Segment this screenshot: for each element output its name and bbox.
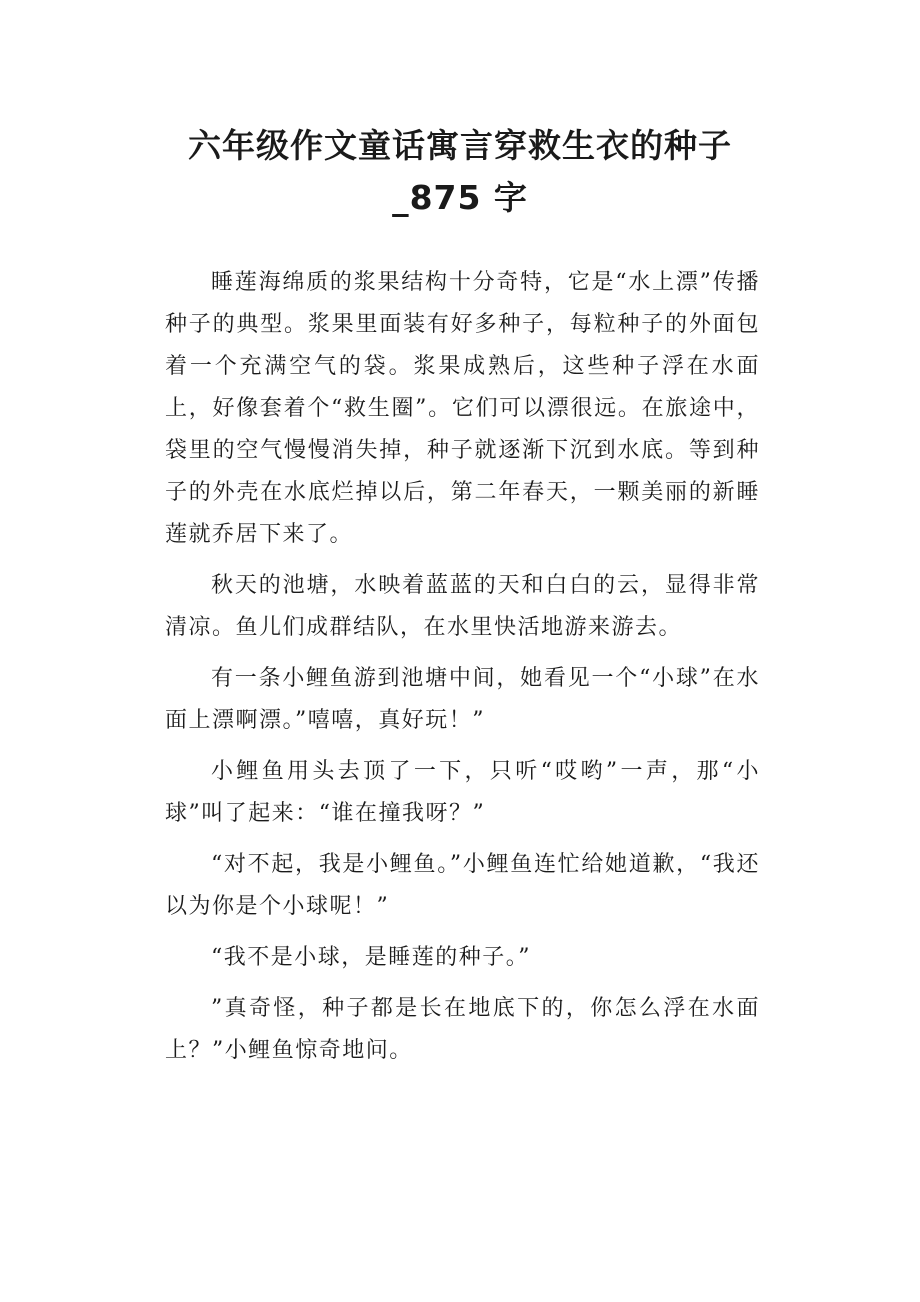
paragraph-3: 有一条小鲤鱼游到池塘中间，她看见一个“小球”在水面上漂啊漂。”嘻嘻，真好玩！” — [165, 666, 760, 733]
document-body — [165, 262, 760, 1072]
paragraph-7: ”真奇怪，种子都是长在地底下的，你怎么浮在水面上？”小鲤鱼惊奇地问。 — [165, 996, 760, 1063]
paragraph-6: “我不是小球，是睡莲的种子。” — [211, 945, 531, 970]
document-title — [150, 120, 770, 224]
paragraph-2: 秋天的池塘，水映着蓝蓝的天和白白的云，显得非常清凉。鱼儿们成群结队，在水里快活地游来游去。 — [165, 573, 760, 640]
paragraph-5: “对不起，我是小鲤鱼。”小鲤鱼连忙给她道歉，“我还以为你是个小球呢！” — [165, 852, 760, 919]
paragraph-4: 小鲤鱼用头去顶了一下，只听“哎哟”一声，那“小球”叫了起来：“谁在撞我呀？” — [165, 759, 760, 826]
paragraph-1: 睡莲海绵质的浆果结构十分奇特，它是“水上漂”传播种子的典型。浆果里面装有好多种子，每粒种子的外面包着一个充满空气的袋。浆果成熟后，这些种子浮在水面上，好像套着个“救生圈”。它们可以漂很远。在旅途中，袋里的空气慢慢消失掉，种子就逐渐下沉到水底。等到种子的外壳在水底烂掉以后，第二年春天，一颗美丽的新睡莲就乔居下来了。 — [165, 270, 760, 547]
title-line-1: 六年级作文童话寓言穿救生衣的种子 — [188, 126, 732, 165]
title-line-2: _875 字 — [392, 178, 528, 217]
